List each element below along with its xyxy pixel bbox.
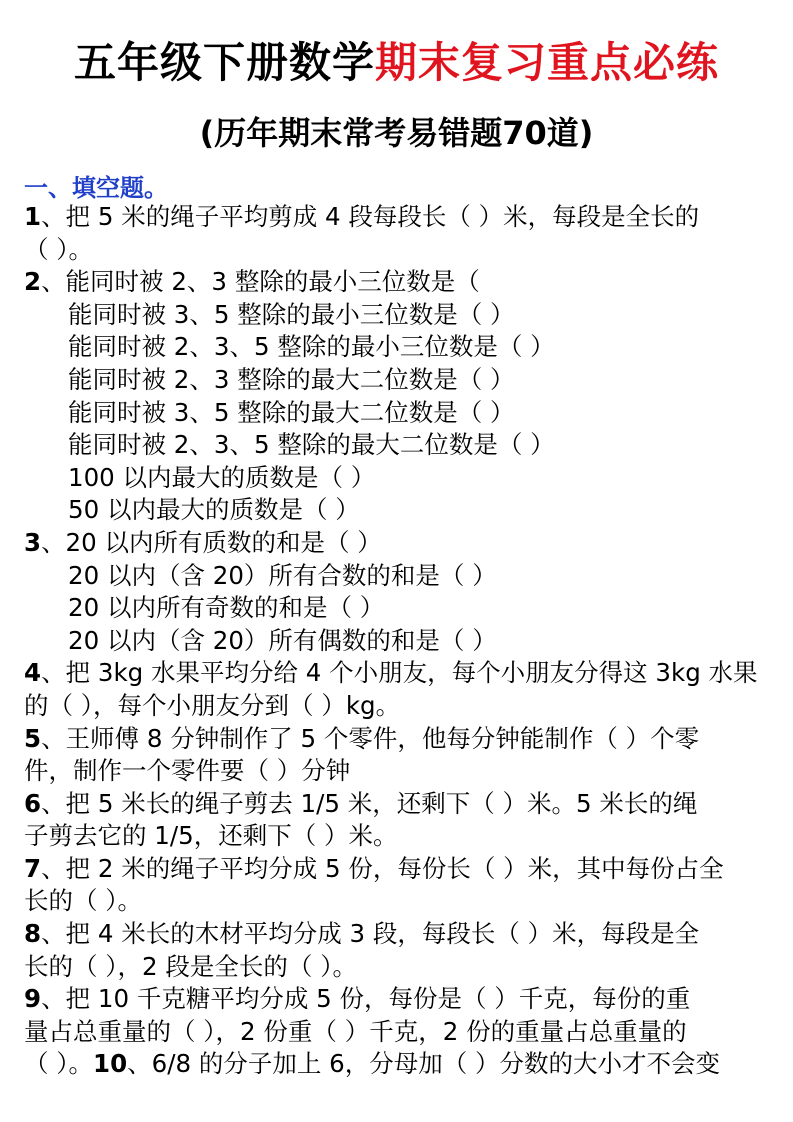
question-text: （ ）。 [24,234,94,264]
question-text: 、把 10 千克糖平均分成 5 份，每份是（ ）千克，每份的重 [41,984,691,1014]
question-text: 、能同时被 2、3 整除的最小三位数是（ [41,267,480,297]
question-number: 6 [24,788,42,818]
question-text: 长的（ ），2 段是全长的（ ）。 [24,951,357,981]
question-text: 、把 5 米长的绳子剪去 1/5 米，还剩下（ ）米。5 米长的绳 [41,788,698,818]
question-line [24,429,784,462]
question-number: 8 [24,919,42,949]
question-text: 20 以内（含 20）所有合数的和是（ ） [68,560,497,590]
question-line [24,951,784,984]
question-line [24,755,784,788]
question-text: 能同时被 2、3 整除的最大二位数是（ ） [68,364,515,394]
question-line [24,657,784,690]
question-line [24,690,784,723]
question-line [24,494,784,527]
question-text: 量占总重量的（ ），2 份重（ ）千克，2 份的重量占总重量的 [24,1016,687,1046]
question-text: 50 以内最大的质数是（ ） [68,495,360,525]
question-line [24,853,784,886]
question-line [24,918,784,951]
section-heading: 一、填空题。 [24,174,168,202]
page-title [0,30,793,90]
question-line [24,1048,784,1081]
question-text: （ ）。 [24,1049,94,1079]
question-text: 的（ ），每个小朋友分到（ ）kg。 [24,690,401,720]
question-line [24,266,784,299]
question-number: 1 [24,202,42,231]
question-text: 、把 5 米的绳子平均剪成 4 段每段长（ ）米，每段是全长的 [41,202,700,231]
page-subtitle: (历年期末常考易错题70道) [199,114,594,152]
question-line [24,560,784,593]
question-text: 、把 3kg 水果平均分给 4 个小朋友，每个小朋友分得这 3kg 水果 [41,658,758,688]
question-line [24,201,784,234]
question-line [24,983,784,1016]
question-line [24,299,784,332]
question-line [24,592,784,625]
question-line [24,885,784,918]
question-list [24,201,784,1081]
question-text: 能同时被 3、5 整除的最大二位数是（ ） [68,397,515,427]
question-number: 2 [24,267,42,297]
question-line [24,331,784,364]
question-line [24,1016,784,1049]
question-line [24,625,784,658]
title-black-part: 五年级下册数学 [73,38,375,87]
question-text: 能同时被 2、3、5 整除的最小三位数是（ ） [68,332,555,362]
question-text: 、6/8 的分子加上 6，分母加（ ）分数的大小才不会变 [127,1049,721,1079]
question-text: 、王师傅 8 分钟制作了 5 个零件，他每分钟能制作（ ）个零 [41,723,700,753]
question-line [24,462,784,495]
question-text: 子剪去它的 1/5，还剩下（ ）米。 [24,821,398,851]
title-red-part: 期末复习重点必练 [375,38,720,87]
question-line [24,397,784,430]
question-number: 3 [24,527,42,557]
question-line [24,234,784,267]
question-number: 7 [24,853,42,883]
question-text: 件，制作一个零件要（ ）分钟 [24,756,351,786]
question-text: 、20 以内所有质数的和是（ ） [41,527,382,557]
question-line [24,527,784,560]
question-text: 20 以内所有奇数的和是（ ） [68,593,385,623]
question-number: 4 [24,658,42,688]
question-number: 9 [24,984,42,1014]
question-text: 能同时被 3、5 整除的最小三位数是（ ） [68,299,515,329]
question-number: 10 [93,1049,128,1079]
question-text: 能同时被 2、3、5 整除的最大二位数是（ ） [68,430,555,460]
question-line [24,788,784,821]
question-text: 、把 4 米长的木材平均分成 3 段，每段长（ ）米，每段是全 [41,919,700,949]
question-text: 100 以内最大的质数是（ ） [68,462,376,492]
question-line [24,723,784,756]
question-text: 长的（ ）。 [24,886,143,916]
question-number: 5 [24,723,42,753]
question-text: 、把 2 米的绳子平均分成 5 份，每份长（ ）米，其中每份占全 [41,853,724,883]
question-line [24,364,784,397]
question-text: 20 以内（含 20）所有偶数的和是（ ） [68,625,497,655]
question-line [24,820,784,853]
